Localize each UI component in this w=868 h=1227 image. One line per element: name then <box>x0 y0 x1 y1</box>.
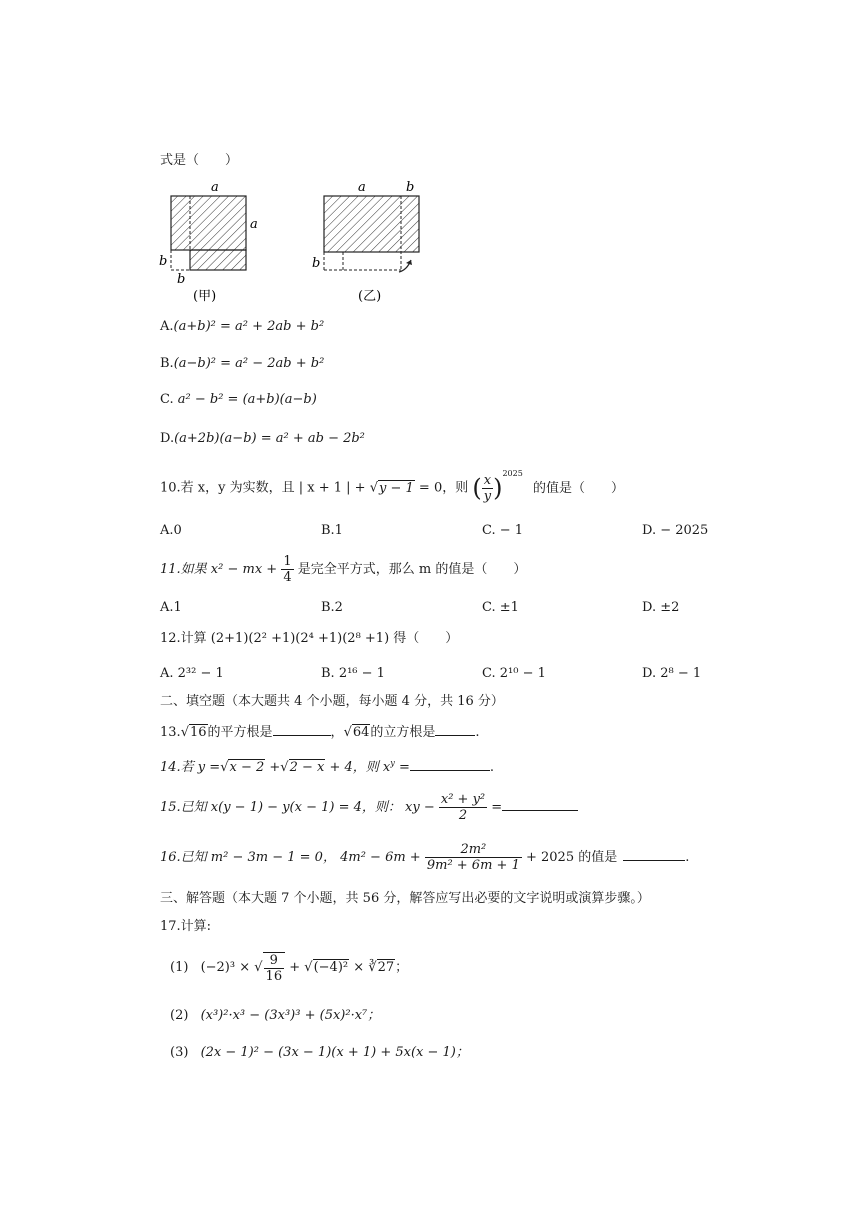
jia-label-b-bottom: b <box>177 272 186 287</box>
jia-strip <box>190 250 246 270</box>
q10-option-c: C. − 1 <box>482 523 524 538</box>
jia-caption: (甲) <box>193 289 217 304</box>
q11-option-d: D. ±2 <box>642 600 680 615</box>
q16: 16.已知 m² − 3m − 1 = 0， 4m² − 6m + $\frac{\text{2m²}}{\text{9m² + 6m + 1}}$ + 2025 的值是 . <box>160 842 690 873</box>
yi-caption: (乙) <box>358 289 382 304</box>
q17-title: 17.计算: <box>160 919 212 934</box>
q15-fraction: $\frac{\text{x² + y²}}{2}$ <box>440 792 486 823</box>
q13-blank-1[interactable] <box>273 721 331 736</box>
q17-1-fraction: $\frac{9}{16}$ <box>263 952 286 984</box>
jia-label-a-right: a <box>250 217 258 232</box>
q9-option-b: B.(a−b)² = a² − 2ab + b² <box>160 356 325 371</box>
q17-item-3: (3) (2x − 1)² − (3x − 1)(x + 1) + 5x(x − 1)； <box>170 1045 469 1060</box>
section-2-heading: 二、填空题（本大题共 4 个小题，每小题 4 分，共 16 分） <box>160 694 504 709</box>
q14: 14.若 y =√x − 2 +√2 − x + 4，则 $x^y$ = . <box>160 756 494 778</box>
yi-label-b-top: b <box>406 180 415 195</box>
q11-option-c: C. ±1 <box>482 600 519 615</box>
q13-blank-2[interactable] <box>435 721 475 736</box>
q10-option-d: D. − 2025 <box>642 523 709 538</box>
yi-label-b-left: b <box>312 256 321 271</box>
q10-stem: 10.若 x，y 为实数，且 | x + 1 | + √y − 1 = 0，则 ( $\frac{x}{y}$ )$^{2025}$ 的值是（ ） <box>160 469 624 504</box>
q16-fraction: $\frac{\text{2m²}}{\text{9m² + 6m + 1}}$ <box>426 842 520 873</box>
q9-option-d: D.(a+2b)(a−b) = a² + ab − 2b² <box>160 431 365 446</box>
section-3-heading: 三、解答题（本大题 7 个小题，共 56 分，解答应写出必要的文字说明或演算步骤。） <box>160 891 650 906</box>
jia-square <box>171 196 246 250</box>
q13: 13.√16的平方根是 ，√64的立方根是 . <box>160 721 480 743</box>
q17-item-1: (1) (−2)³ × √ $\frac{9}{16}$ + √(−4)² × ∛27； <box>170 952 409 984</box>
q9-tail: 式是（ ） <box>160 153 239 168</box>
q11-option-a: A.1 <box>160 600 182 615</box>
q10-option-a: A.0 <box>160 523 182 538</box>
figure-yi <box>310 176 430 306</box>
q12-option-a: A. 2³² − 1 <box>160 666 224 681</box>
q9-option-a: A.(a+b)² = a² + 2ab + b² <box>160 319 325 334</box>
q15: 15.已知 x(y − 1) − y(x − 1) = 4，则： xy − $\frac{\text{x² + y²}}{2}$ = <box>160 788 578 828</box>
q9-option-c: C. a² − b² = (a+b)(a−b) <box>160 392 317 407</box>
figure-jia <box>155 176 270 306</box>
q16-blank[interactable] <box>623 846 685 861</box>
q10-fraction: $\frac{x}{y}$ <box>483 472 492 504</box>
q15-blank[interactable] <box>502 796 578 811</box>
yi-rect <box>324 196 419 252</box>
q14-blank[interactable] <box>410 756 490 771</box>
q12-option-c: C. 2¹⁰ − 1 <box>482 666 546 681</box>
q10-option-b: B.1 <box>321 523 343 538</box>
jia-label-b-left: b <box>159 254 168 269</box>
q12-stem: 12.计算 (2+1)(2² +1)(2⁴ +1)(2⁸ +1) 得（ ） <box>160 631 459 646</box>
yi-label-a-top: a <box>358 180 366 195</box>
q11-fraction: $\frac{1}{4}$ <box>283 554 292 585</box>
q12-option-b: B. 2¹⁶ − 1 <box>321 666 385 681</box>
q17-item-2: (2) (x³)²·x³ − (3x³)³ + (5x)²·x⁷； <box>170 1008 381 1023</box>
q12-option-d: D. 2⁸ − 1 <box>642 666 702 681</box>
jia-label-a-top: a <box>211 180 219 195</box>
q11-stem: 11.如果 x² − mx + $\frac{1}{4}$ 是完全平方式，那么 m 的值是（ ） <box>160 554 527 585</box>
q11-option-b: B.2 <box>321 600 343 615</box>
